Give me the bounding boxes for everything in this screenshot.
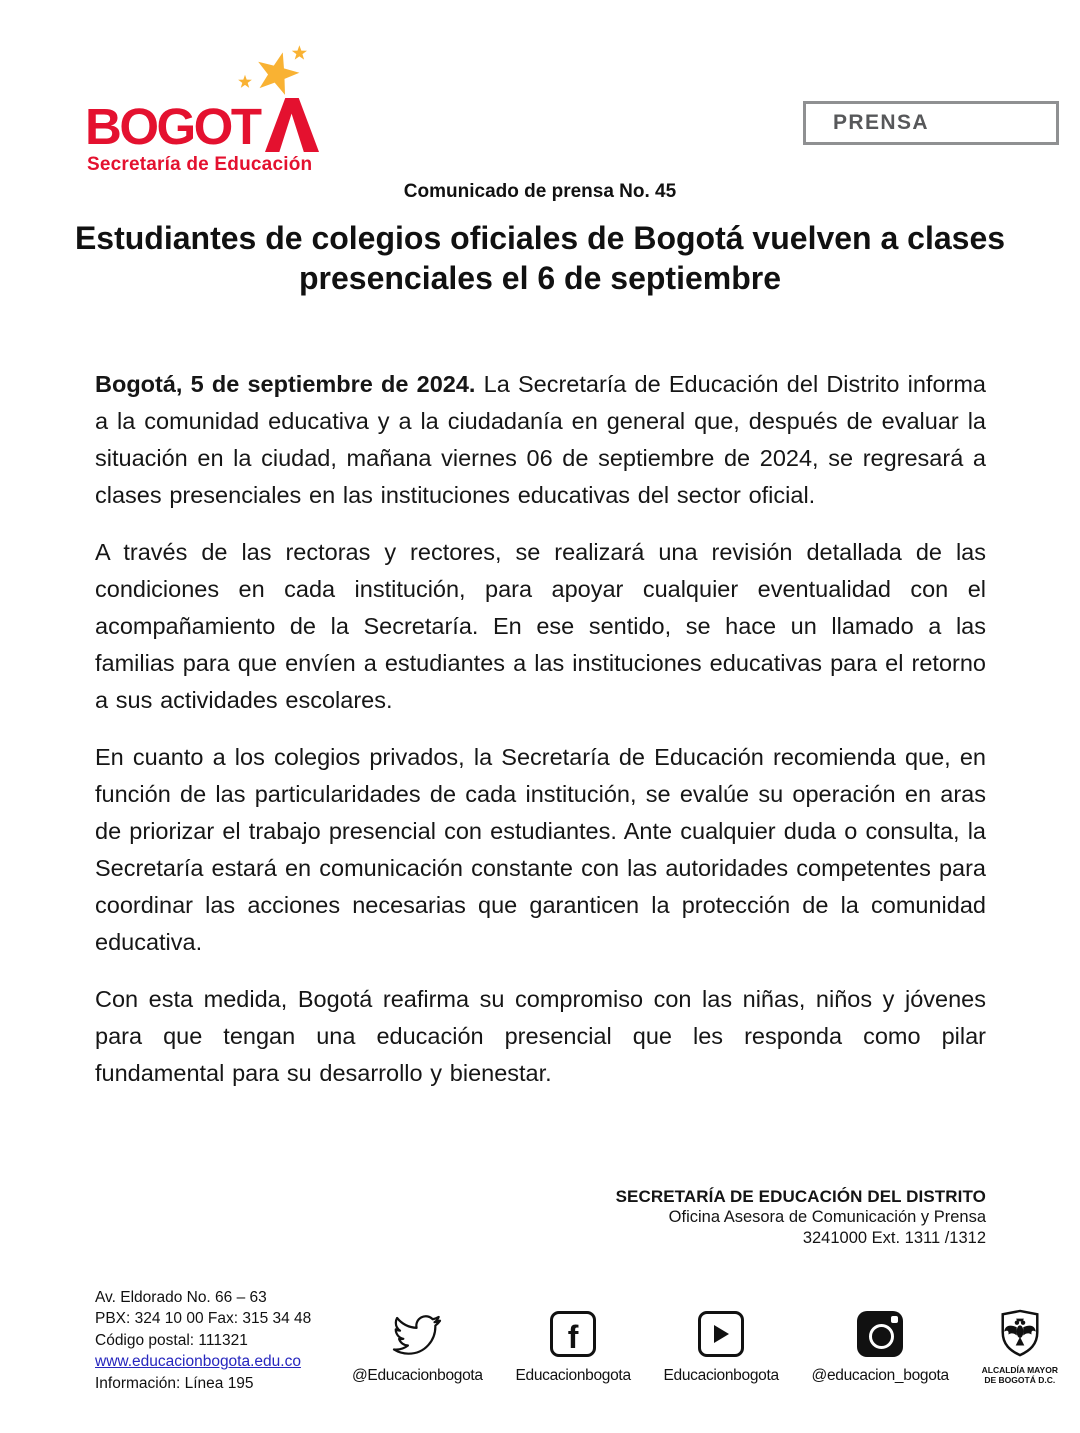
instagram-icon [857, 1311, 903, 1357]
headline: Estudiantes de colegios oficiales de Bogotá vuelven a clases presenciales el 6 de septiembre [74, 220, 1006, 296]
paragraph-2-text: A través de las rectoras y rectores, se realizará una revisión detallada de las condiciones en cada institución, para apoyar cualquier eventualidad con el acompañamiento de la Secretaría. En ese sentido, se hace un llamado a las familias para que envíen a estudiantes a las instituciones educativas para el retorno a sus actividades escolares. [95, 539, 986, 713]
paragraph-1 [95, 366, 986, 514]
bogota-crest-icon [996, 1309, 1044, 1359]
alcaldia-crest [982, 1308, 1058, 1385]
facebook-icon: f [550, 1311, 596, 1357]
paragraph-3 [95, 739, 986, 961]
logo-subtitle: Secretaría de Educación [87, 154, 313, 175]
website-link[interactable]: www.educacionbogota.edu.co [95, 1353, 301, 1371]
twitter-icon [390, 1310, 444, 1358]
social-item-twitter[interactable] [352, 1308, 483, 1385]
youtube-icon [698, 1311, 744, 1357]
signature-block [616, 1186, 986, 1249]
footer-address-block [95, 1287, 311, 1394]
instagram-handle: @educacion_bogota [811, 1367, 949, 1384]
bogota-education-logo [85, 42, 335, 182]
social-row [352, 1308, 1058, 1385]
youtube-handle: Educacionbogota [663, 1367, 779, 1384]
paragraph-1-text: La Secretaría de Educación del Distrito informa a la comunidad educativa y a la ciudadanía en general que, después de evaluar la situación en la ciudad, mañana viernes 06 de septiembre de 2024, se regresará a clases presenciales en las instituciones educativas del sector oficial. [95, 371, 986, 508]
star-icon [223, 42, 315, 106]
social-item-youtube[interactable] [664, 1308, 779, 1385]
prensa-label: PRENSA [833, 111, 929, 134]
prensa-stamp [803, 101, 1059, 145]
address-line-1: Av. Eldorado No. 66 – 63 [95, 1289, 267, 1306]
facebook-handle: Educacionbogota [515, 1367, 631, 1384]
crest-label: ALCALDÍA MAYOR DE BOGOTÁ D.C. [981, 1365, 1058, 1385]
logo-wordmark-text: BOGOT [85, 98, 260, 155]
address-line-2: PBX: 324 10 00 Fax: 315 34 48 [95, 1310, 312, 1328]
address-line-3: Código postal: 111321 [95, 1331, 248, 1349]
signature-phone: 3241000 Ext. 1311 /1312 [802, 1229, 986, 1247]
paragraph-4-text: Con esta medida, Bogotá reafirma su compromiso con las niñas, niños y jóvenes para que tengan una educación presencial que les responda como pilar fundamental para su desarrollo y bienestar. [95, 986, 986, 1086]
info-line: Información: Línea 195 [95, 1374, 254, 1392]
logo-a-caret-icon [265, 98, 319, 152]
social-item-instagram[interactable] [812, 1308, 949, 1385]
paragraph-3-text: En cuanto a los colegios privados, la Secretaría de Educación recomienda que, en función de las particularidades de cada institución, se evalúe su operación en aras de priorizar el trabajo presencial con estudiantes. Ante cualquier duda o consulta, la Secretaría estará en comunicación constante con las autoridades competentes para coordinar las acciones necesarias que garanticen la protección de la comunidad educativa. [95, 744, 986, 955]
logo-wordmark [85, 98, 319, 155]
paragraph-1-dateline: Bogotá, 5 de septiembre de 2024. [95, 371, 476, 397]
paragraph-4 [95, 981, 986, 1092]
social-item-facebook[interactable] [515, 1308, 630, 1385]
signature-office: Oficina Asesora de Comunicación y Prensa [668, 1208, 986, 1226]
signature-org: SECRETARÍA DE EDUCACIÓN DEL DISTRITO [615, 1187, 986, 1206]
body-text [95, 366, 986, 1112]
twitter-handle: @Educacionbogota [352, 1367, 483, 1384]
paragraph-2 [95, 534, 986, 719]
release-number: Comunicado de prensa No. 45 [403, 181, 677, 202]
